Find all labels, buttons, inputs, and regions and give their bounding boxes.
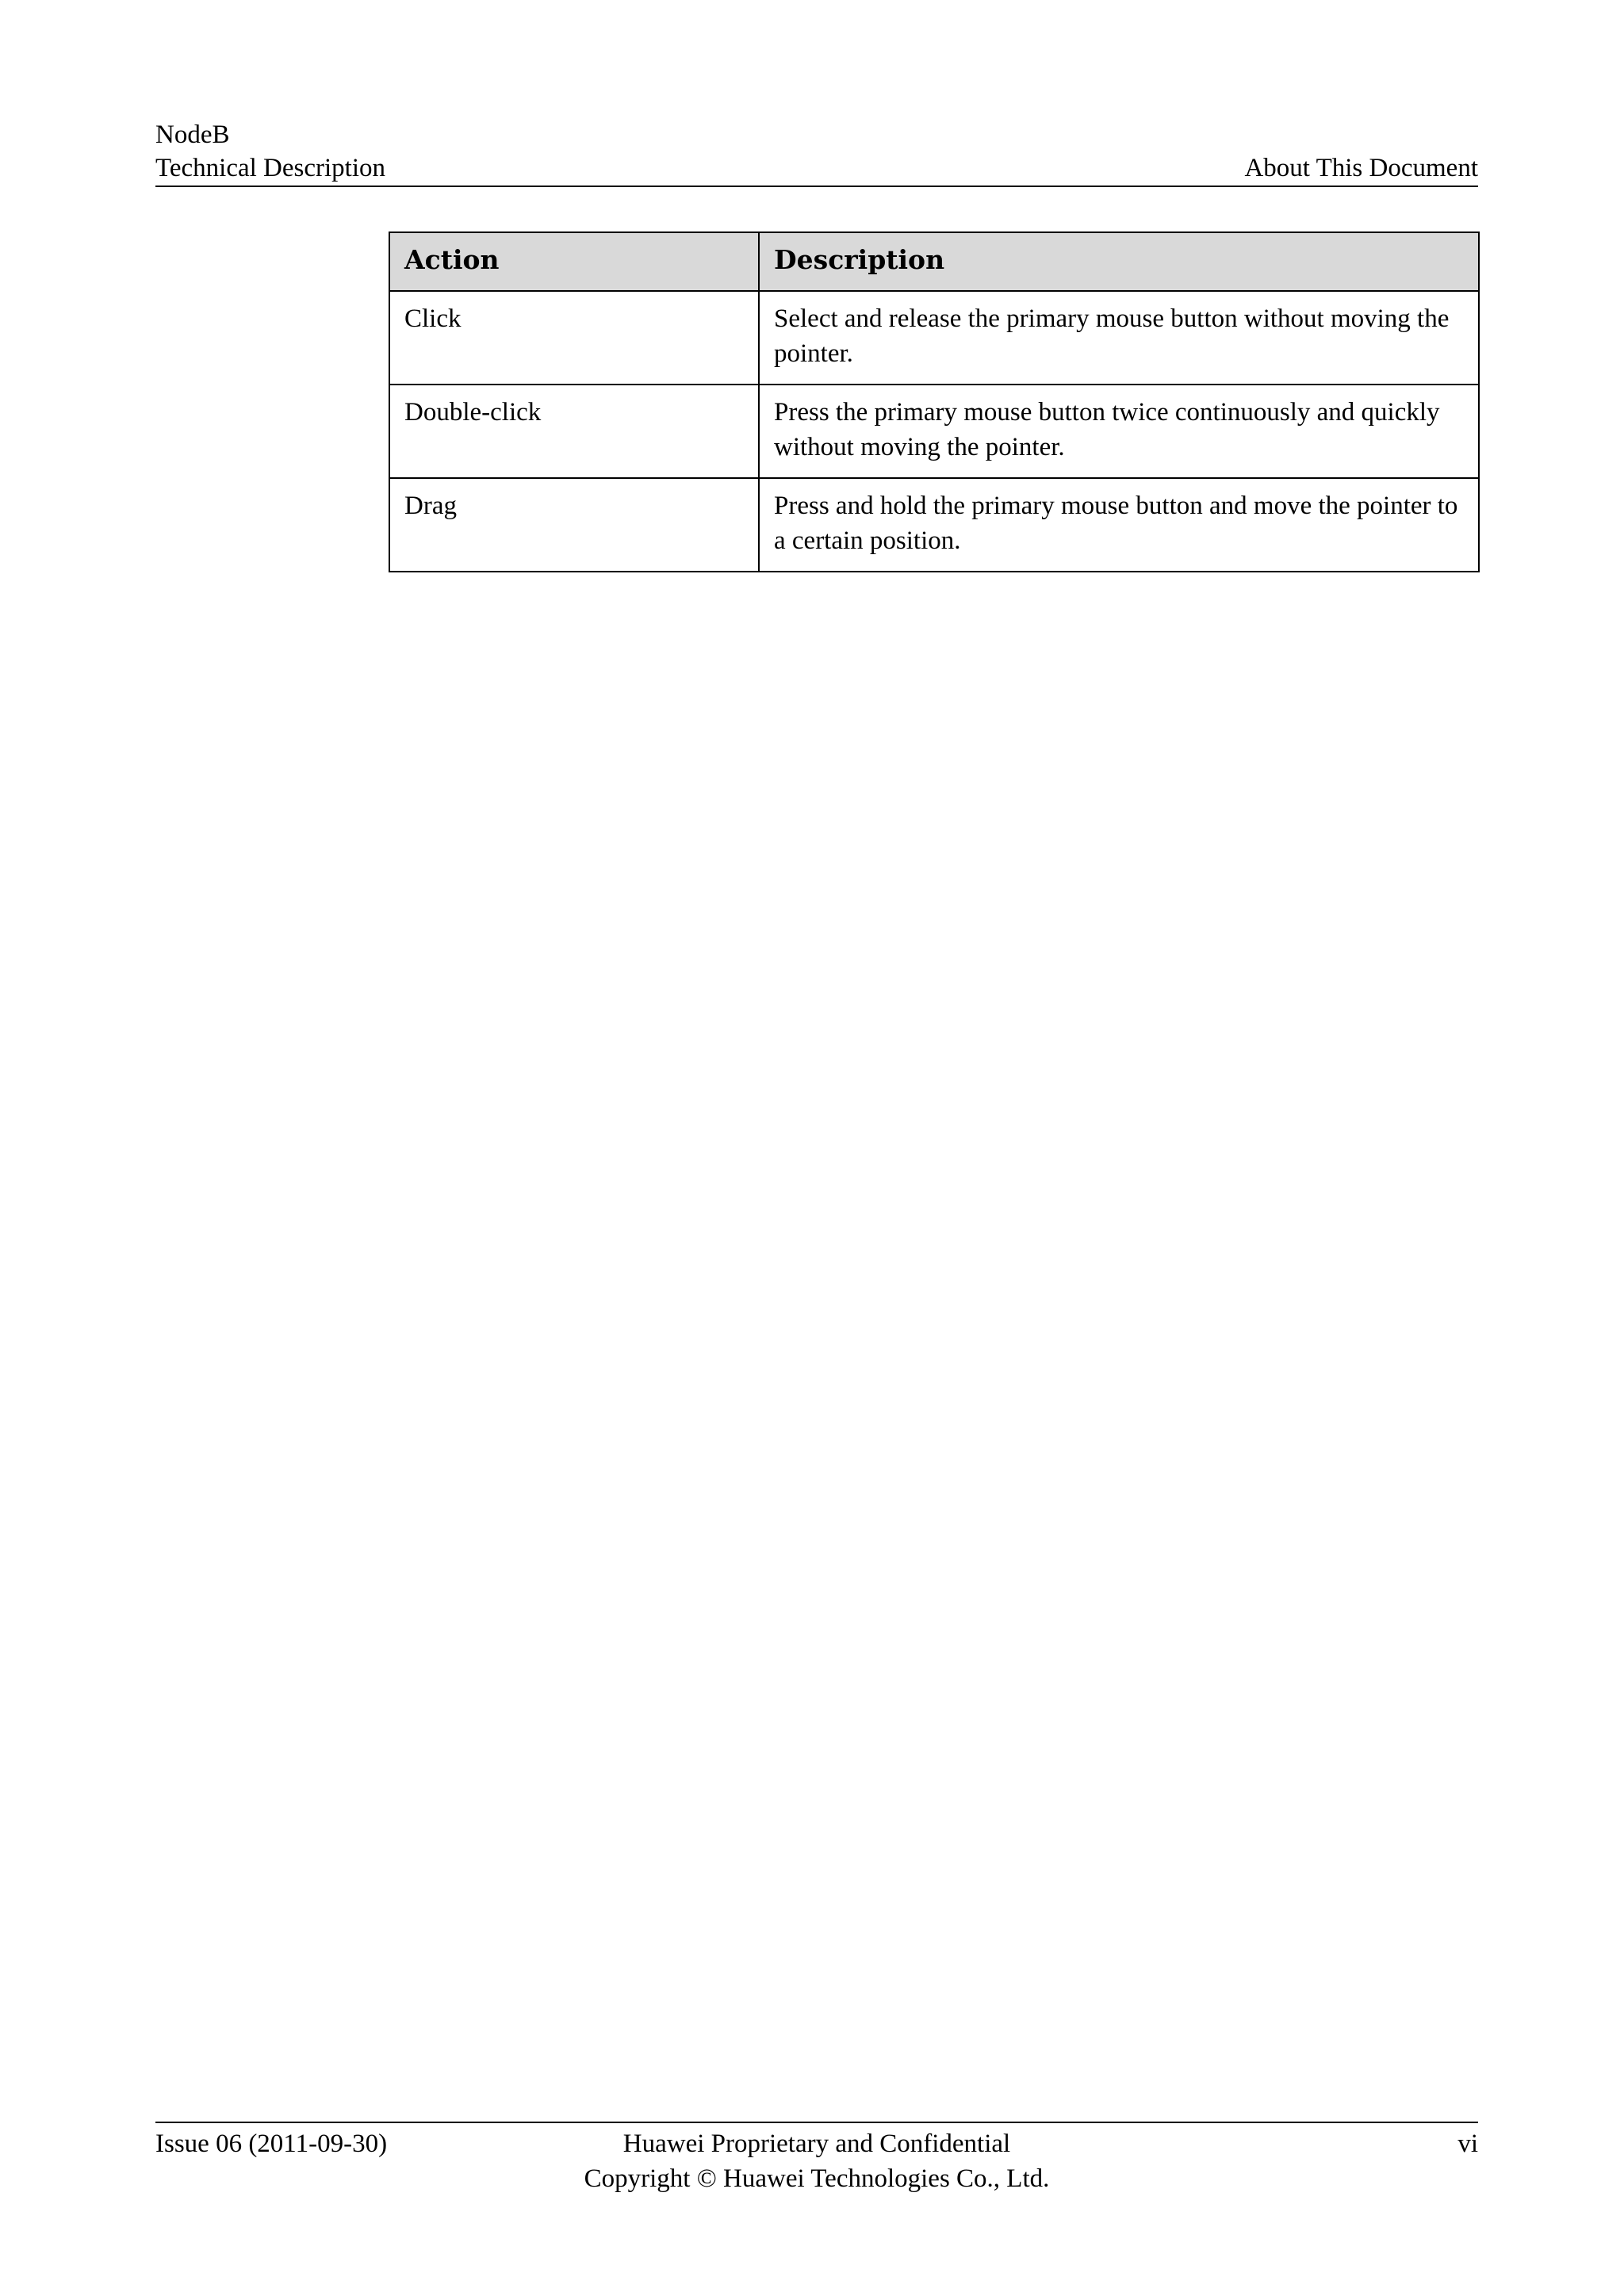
- page-footer: [155, 2122, 1478, 2202]
- footer-center: [155, 2126, 1478, 2196]
- table-row: [389, 385, 1479, 478]
- action-cell: Double-click: [389, 385, 759, 478]
- copyright-notice: Copyright © Huawei Technologies Co., Ltd.: [584, 2164, 1050, 2193]
- action-cell: Drag: [389, 478, 759, 572]
- document-title: Technical Description: [155, 154, 385, 182]
- product-name: NodeB: [155, 121, 230, 149]
- table-row: [389, 478, 1479, 572]
- confidentiality-notice: Huawei Proprietary and Confidential: [622, 2130, 1011, 2158]
- description-cell: Press the primary mouse button twice continuously and quickly without moving the pointer.: [759, 385, 1479, 478]
- issue-date: Issue 06 (2011-09-30): [155, 2130, 388, 2158]
- table-header-row: [389, 232, 1479, 291]
- page-header: [155, 117, 1478, 187]
- section-title: About This Document: [1244, 154, 1478, 182]
- description-cell: Press and hold the primary mouse button and move the pointer to a certain position.: [759, 478, 1479, 572]
- mouse-actions-table: [389, 232, 1480, 572]
- action-cell: Click: [389, 291, 759, 385]
- column-header-action: Action: [389, 232, 759, 291]
- table-row: [389, 291, 1479, 385]
- page-number: vi: [1457, 2130, 1478, 2158]
- description-cell: Select and release the primary mouse button without moving the pointer.: [759, 291, 1479, 385]
- column-header-description: Description: [759, 232, 1479, 291]
